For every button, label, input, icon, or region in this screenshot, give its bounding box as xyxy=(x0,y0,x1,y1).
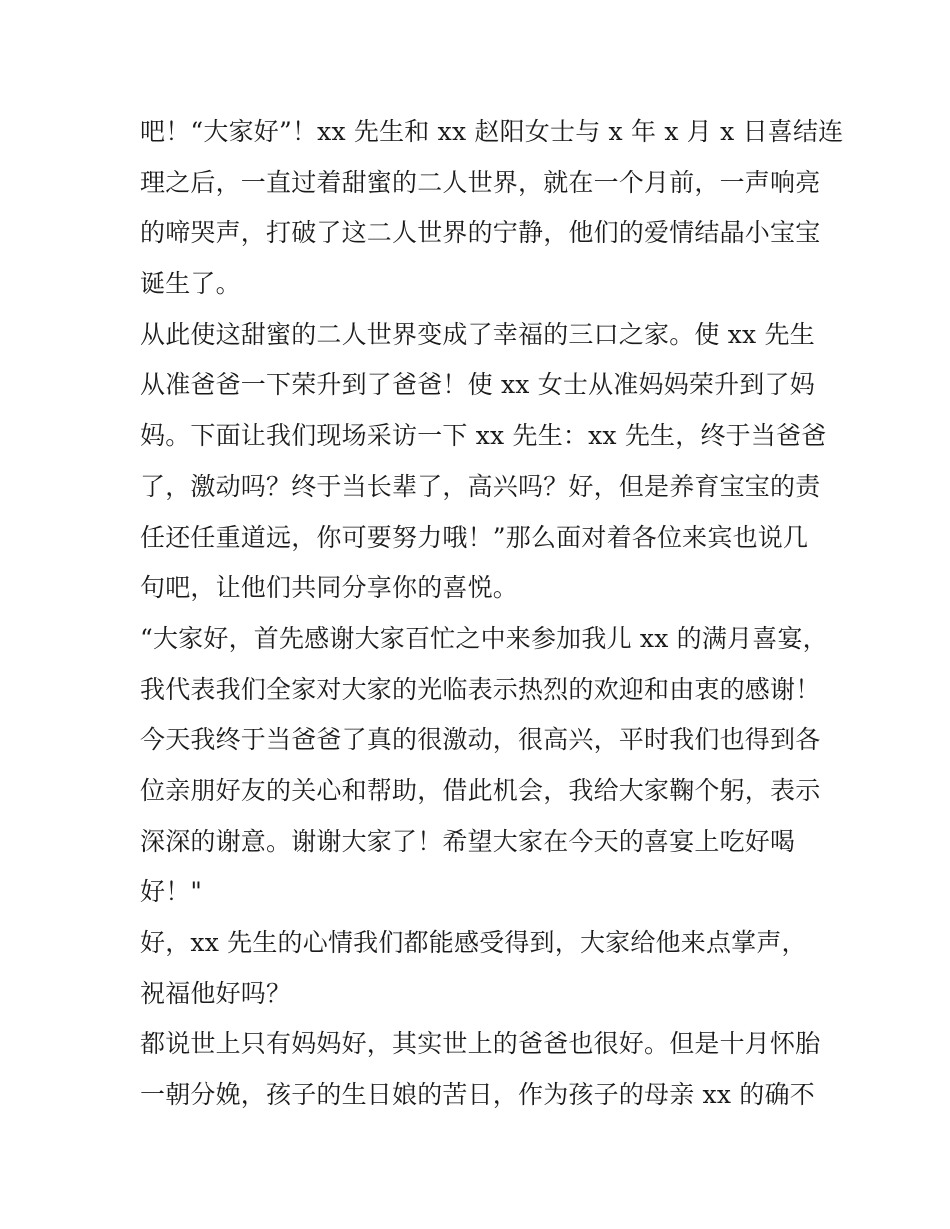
text-line: 的啼哭声，打破了这二人世界的宁静，他们的爱情结晶小宝宝 xyxy=(140,218,821,248)
text-line: 诞生了。 xyxy=(140,269,241,299)
text-line: 任还任重道远，你可要努力哦！”那么面对着各位来宾也说几 xyxy=(140,522,809,552)
text-line: 从准爸爸一下荣升到了爸爸！使 xx 女士从准妈妈荣升到了妈 xyxy=(140,370,815,400)
text-line: 从此使这甜蜜的二人世界变成了幸福的三口之家。使 xx 先生 xyxy=(140,319,815,349)
text-line: “大家好，首先感谢大家百忙之中来参加我儿 xx 的满月喜宴， xyxy=(140,623,828,653)
document-body-text xyxy=(140,107,844,1121)
text-line: 吧！“大家好”！xx 先生和 xx 赵阳女士与 x 年 x 月 x 日喜结连 xyxy=(140,117,844,146)
text-line: 理之后，一直过着甜蜜的二人世界，就在一个月前，一声响亮 xyxy=(140,167,821,197)
text-line: 句吧，让他们共同分享你的喜悦。 xyxy=(140,573,519,603)
text-line: 深深的谢意。谢谢大家了！希望大家在今天的喜宴上吃好喝 xyxy=(140,826,796,856)
text-line: 好，xx 先生的心情我们都能感受得到，大家给他来点掌声， xyxy=(140,928,807,957)
text-line: 好！" xyxy=(140,877,203,907)
text-line: 位亲朋好友的关心和帮助，借此机会，我给大家鞠个躬，表示 xyxy=(140,775,821,805)
text-line: 一朝分娩，孩子的生日娘的苦日，作为孩子的母亲 xx 的确不 xyxy=(140,1080,815,1110)
text-line: 今天我终于当爸爸了真的很激动，很高兴，平时我们也得到各 xyxy=(140,725,821,755)
text-line: 妈。下面让我们现场采访一下 xx 先生：xx 先生，终于当爸爸 xyxy=(140,421,827,451)
text-line: 都说世上只有妈妈好，其实世上的爸爸也很好。但是十月怀胎 xyxy=(140,1029,821,1059)
text-line: 我代表我们全家对大家的光临表示热烈的欢迎和由衷的感谢！ xyxy=(140,674,821,704)
text-line: 祝福他好吗？ xyxy=(140,978,292,1008)
text-line: 了，激动吗？终于当长辈了，高兴吗？好，但是养育宝宝的责 xyxy=(140,471,821,501)
